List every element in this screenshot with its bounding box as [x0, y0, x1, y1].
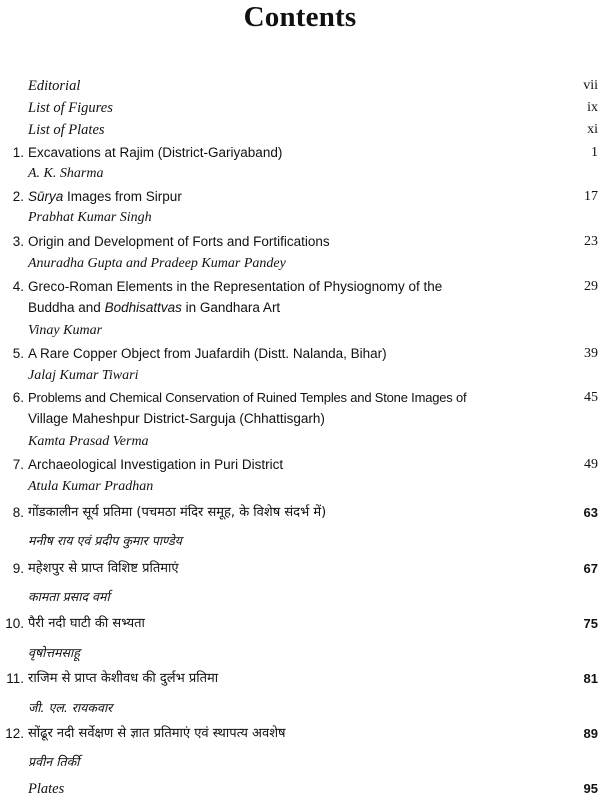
toc-entry-12: [0, 724, 600, 746]
entry-author: Vinay Kumar: [28, 323, 103, 338]
toc-author-1: [0, 164, 600, 186]
entry-author: Jalaj Kumar Tiwari: [28, 368, 139, 383]
entry-page: 63: [583, 505, 598, 520]
entry-number: 8.: [12, 505, 24, 520]
entry-number: 9.: [12, 561, 24, 576]
entry-page: 67: [583, 561, 598, 576]
toc-entry-4-line-2: [0, 298, 600, 320]
entry-title: Editorial: [28, 78, 81, 94]
entry-title: Origin and Development of Forts and Fortifications: [28, 234, 330, 249]
entry-page: 29: [584, 279, 598, 294]
entry-title: महेशपुर से प्राप्त विशिष्ट प्रतिमाएं: [28, 561, 179, 576]
entry-number: 2.: [12, 189, 24, 204]
entry-title: List of Figures: [28, 100, 113, 116]
entry-title: A Rare Copper Object from Juafardih (Distt. Nalanda, Bihar): [28, 346, 387, 361]
entry-number: 6.: [12, 390, 24, 405]
entry-title: Plates: [28, 781, 65, 797]
toc-author-7: [0, 477, 600, 499]
entry-number: 5.: [12, 346, 24, 361]
entry-title: List of Plates: [28, 122, 105, 138]
toc-author-3: [0, 254, 600, 276]
entry-title: सोंढूर नदी सर्वेक्षण से ज्ञात प्रतिमाएं एवं स्थापत्य अवशेष: [28, 726, 286, 741]
entry-page: 75: [583, 616, 598, 631]
entry-author: मनीष राय एवं प्रदीप कुमार पाण्डेय: [28, 533, 182, 548]
toc-author-9: [0, 587, 600, 609]
entry-author: जी. एल. रायकवार: [28, 700, 113, 715]
entry-page: 45: [584, 390, 598, 405]
toc-entry-7: [0, 455, 600, 477]
toc-entry-4: [0, 277, 600, 299]
toc-author-5: [0, 366, 600, 388]
entry-title-line-1: Problems and Chemical Conservation of Ruined Temples and Stone Images of: [28, 390, 467, 405]
entry-page: 49: [584, 457, 598, 472]
entry-author: कामता प्रसाद वर्मा: [28, 589, 110, 604]
entry-number: 7.: [12, 457, 24, 472]
entry-title: [28, 187, 548, 207]
toc-entry-6: [0, 388, 600, 410]
toc-author-12: [0, 752, 600, 774]
entry-title-post: in Gandhara Art: [181, 300, 281, 315]
toc-author-4: [0, 321, 600, 343]
entry-title-pre: Buddha and: [28, 300, 105, 315]
entry-page: ix: [587, 100, 598, 115]
toc-entry-editorial: [0, 76, 600, 98]
toc-entry-11: [0, 669, 600, 691]
entry-number: 12.: [5, 726, 24, 741]
entry-author: A. K. Sharma: [28, 166, 104, 181]
entry-number: 11.: [6, 671, 24, 686]
toc-entry-3: [0, 232, 600, 254]
entry-author: Kamta Prasad Verma: [28, 434, 149, 449]
entry-number: 1.: [12, 145, 24, 160]
entry-page: 39: [584, 346, 598, 361]
toc-entry-2: [0, 187, 600, 209]
entry-title-line-1: Greco-Roman Elements in the Representation of Physiognomy of the: [28, 279, 443, 294]
entry-author: Prabhat Kumar Singh: [28, 210, 152, 225]
entry-title-line-2: [28, 298, 548, 318]
entry-title: गोंडकालीन सूर्य प्रतिमा (पचमठा मंदिर समूह, के विशेष संदर्भ में): [28, 505, 327, 520]
toc-entry-5: [0, 344, 600, 366]
entry-page: 95: [583, 781, 598, 796]
toc-entry-6-line-2: [0, 409, 600, 431]
toc-author-6: [0, 432, 600, 454]
toc-author-10: [0, 643, 600, 665]
entry-author: Atula Kumar Pradhan: [28, 479, 154, 494]
toc-entry-list-of-figures: [0, 98, 600, 120]
toc-entry-list-of-plates: [0, 120, 600, 142]
entry-title-rest: Images from Sirpur: [63, 189, 182, 204]
toc-entry-9: [0, 559, 600, 581]
toc-entry-10: [0, 614, 600, 636]
entry-title: राजिम से प्राप्त केशीवध की दुर्लभ प्रतिमा: [28, 671, 219, 686]
page-title: Contents: [243, 1, 357, 33]
entry-title-line-2: Village Maheshpur District-Sarguja (Chhattisgarh): [28, 411, 325, 426]
entry-page: 17: [584, 189, 598, 204]
entry-author: वृषोत्तमसाहू: [28, 645, 80, 660]
toc-entry-plates: [0, 779, 600, 801]
entry-number: 10.: [5, 616, 24, 631]
entry-page: vii: [583, 78, 598, 93]
toc-author-11: [0, 698, 600, 720]
entry-number: 4.: [12, 279, 24, 294]
entry-page: 81: [583, 671, 598, 686]
entry-title: Excavations at Rajim (District-Gariyaband): [28, 145, 283, 160]
entry-author: प्रवीन तिर्की: [28, 754, 80, 769]
toc-entry-8: [0, 503, 600, 525]
entry-title: Archaeological Investigation in Puri District: [28, 457, 284, 472]
entry-page: xi: [587, 122, 598, 137]
entry-title-italic: Sūrya: [28, 189, 64, 204]
entry-page: 89: [583, 726, 598, 741]
toc-author-8: [0, 531, 600, 553]
toc-author-2: [0, 208, 600, 230]
entry-number: 3.: [12, 234, 24, 249]
entry-title: पैरी नदी घाटी की सभ्यता: [28, 616, 145, 631]
entry-title-italic: Bodhisattvas: [104, 300, 182, 315]
entry-page: 23: [584, 234, 598, 249]
entry-author: Anuradha Gupta and Pradeep Kumar Pandey: [28, 256, 286, 271]
entry-page: 1: [591, 145, 598, 160]
toc-entry-1: [0, 143, 600, 165]
